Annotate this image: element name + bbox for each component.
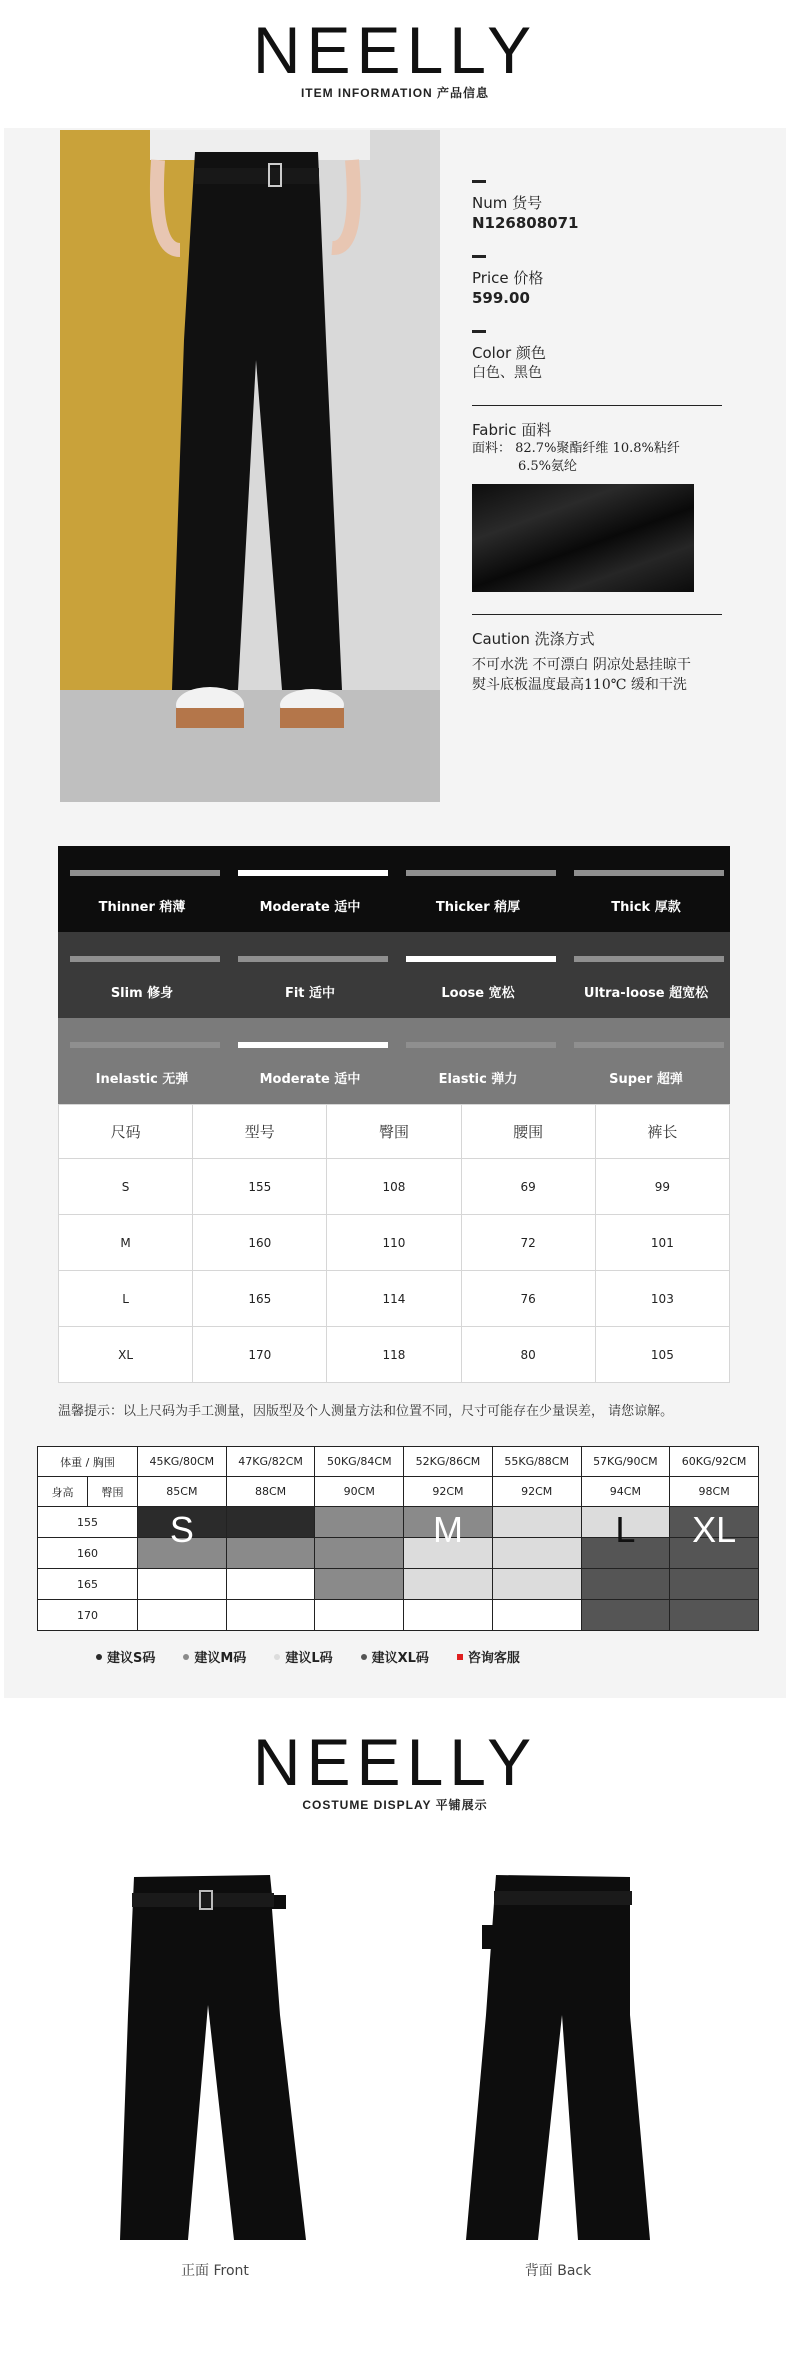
fabric-block <box>472 420 722 592</box>
weight-label: 体重 / 胸围 <box>38 1447 138 1477</box>
table-row <box>59 1159 730 1215</box>
band-fit <box>58 932 730 1018</box>
legend-item <box>361 1647 429 1666</box>
hip-cell: 92CM <box>492 1477 581 1507</box>
band-option-label: Moderate 适中 <box>259 1072 361 1087</box>
size-cell: L <box>59 1271 193 1327</box>
num-label: Num 货号 <box>472 194 543 212</box>
size-cell: 105 <box>595 1327 729 1383</box>
height-cell: 160 <box>38 1538 138 1569</box>
legend-label: 建议S码 <box>107 1651 156 1666</box>
band-elasticity <box>58 1018 730 1104</box>
fit-cell-xl <box>670 1507 759 1550</box>
band-indicator <box>574 956 724 962</box>
legend-swatch <box>183 1654 189 1660</box>
size-header-cell: 腰围 <box>461 1105 595 1159</box>
band-indicator <box>574 870 724 876</box>
band-indicator <box>70 956 220 962</box>
color-label: Color 颜色 <box>472 344 546 362</box>
size-header-cell: 尺码 <box>59 1105 193 1159</box>
band-option-label: Loose 宽松 <box>441 986 515 1001</box>
num-value: N126808071 <box>472 214 579 232</box>
price-label: Price 价格 <box>472 269 544 287</box>
divider-dash <box>472 255 486 258</box>
color-value: 白色、黑色 <box>472 365 542 381</box>
section-subtitle: ITEM INFORMATION 产品信息 <box>300 86 490 100</box>
care-instructions: 不可水洗 不可漂白 阴凉处悬挂晾干 <box>472 657 691 673</box>
fit-cell-l <box>492 1507 581 1538</box>
band-indicator <box>406 870 556 876</box>
display-header <box>0 1725 790 1813</box>
table-row <box>59 1215 730 1271</box>
legend-item <box>457 1647 520 1666</box>
size-cell: 99 <box>595 1159 729 1215</box>
fabric-composition-2: 6.5%氨纶 <box>518 459 578 474</box>
size-cell: 110 <box>327 1215 461 1271</box>
band-option-label: Thicker 稍厚 <box>435 900 521 915</box>
fit-cell-empty <box>315 1600 404 1631</box>
divider-dash <box>472 180 486 183</box>
care-instructions-2: 熨斗底板温度最高110℃ 缓和干洗 <box>472 677 687 693</box>
band-option-label: Thick 厚款 <box>611 900 681 915</box>
size-cell: 80 <box>461 1327 595 1383</box>
band-indicator <box>574 1042 724 1048</box>
size-cell: 114 <box>327 1271 461 1327</box>
band-indicator <box>70 870 220 876</box>
band-option-label: Moderate 适中 <box>259 900 361 915</box>
weight-cell: 55KG/88CM <box>492 1447 581 1477</box>
size-header-cell: 型号 <box>193 1105 327 1159</box>
fit-cell-m <box>315 1538 404 1569</box>
legend-swatch <box>274 1654 280 1660</box>
fit-cell-empty <box>226 1569 315 1600</box>
brand-logo: NEELLY <box>252 1725 538 1799</box>
size-cell: XL <box>59 1327 193 1383</box>
fit-cell-l <box>492 1569 581 1600</box>
size-marker-s: S <box>169 1509 194 1550</box>
divider-dash <box>472 330 486 333</box>
table-row <box>59 1271 730 1327</box>
fit-cell-s <box>138 1507 227 1550</box>
size-cell: 165 <box>193 1271 327 1327</box>
hip-cell: 94CM <box>581 1477 670 1507</box>
size-cell: M <box>59 1215 193 1271</box>
fabric-label: Fabric 面料 <box>472 421 552 439</box>
size-cell: 69 <box>461 1159 595 1215</box>
size-marker-xl: XL <box>692 1509 737 1550</box>
divider-line <box>472 614 722 615</box>
num-block <box>472 180 722 233</box>
band-indicator <box>406 956 556 962</box>
fit-cell-empty <box>138 1569 227 1600</box>
band-option-label: Elastic 弹力 <box>438 1072 518 1087</box>
fit-cell-empty <box>226 1600 315 1631</box>
hip-cell: 92CM <box>404 1477 493 1507</box>
band-option-label: Ultra-loose 超宽松 <box>583 986 709 1001</box>
price-value: 599.00 <box>472 289 530 307</box>
front-caption: 正面 Front <box>181 2263 249 2279</box>
legend-item <box>183 1647 246 1666</box>
height-cell: 170 <box>38 1600 138 1631</box>
legend-label: 建议M码 <box>194 1651 247 1666</box>
band-indicator <box>238 956 388 962</box>
product-details <box>472 180 722 717</box>
band-option-label: Fit 适中 <box>284 986 336 1001</box>
fit-cell-m <box>315 1569 404 1600</box>
size-cell: 101 <box>595 1215 729 1271</box>
weight-cell: 57KG/90CM <box>581 1447 670 1477</box>
band-thickness <box>58 846 730 932</box>
measurement-tip: 温馨提示：以上尺码为手工测量，因版型及个人测量方法和位置不同，尺寸可能存在少量误差， 请您谅解。 <box>58 1404 674 1419</box>
attribute-bands <box>58 846 730 1104</box>
pants-back-image <box>452 1865 662 2249</box>
band-option-label: Slim 修身 <box>110 986 174 1001</box>
fit-cell-xl <box>670 1569 759 1600</box>
fit-cell-empty <box>492 1600 581 1631</box>
size-cell: 155 <box>193 1159 327 1215</box>
hip-cell: 90CM <box>315 1477 404 1507</box>
fit-cell-xl <box>581 1569 670 1600</box>
legend-swatch <box>457 1654 463 1660</box>
legend-label: 建议XL码 <box>371 1651 429 1666</box>
height-cell: 165 <box>38 1569 138 1600</box>
height-cell: 155 <box>38 1507 138 1538</box>
fit-cell-xl <box>581 1600 670 1631</box>
weight-cell: 52KG/86CM <box>404 1447 493 1477</box>
back-caption: 背面 Back <box>524 2263 592 2279</box>
care-label: Caution 洗涤方式 <box>472 630 595 648</box>
hip-cell: 98CM <box>670 1477 759 1507</box>
hip-label: 臀围 <box>88 1477 138 1507</box>
size-cell: S <box>59 1159 193 1215</box>
model-photo <box>60 130 440 802</box>
size-table <box>58 1104 730 1383</box>
fit-legend <box>96 1647 548 1666</box>
fit-chart <box>37 1446 759 1631</box>
divider-line <box>472 405 722 406</box>
section-subtitle: COSTUME DISPLAY 平铺展示 <box>302 1798 488 1812</box>
brand-logo: NEELLY <box>252 13 538 87</box>
band-indicator <box>238 870 388 876</box>
brand-header <box>0 13 790 101</box>
size-header-row <box>59 1105 730 1159</box>
band-option-label: Super 超弹 <box>609 1072 683 1087</box>
care-block <box>472 629 722 695</box>
fit-cell-l <box>404 1569 493 1600</box>
fit-cell-m <box>226 1538 315 1569</box>
weight-cell: 60KG/92CM <box>670 1447 759 1477</box>
band-option-label: Inelastic 无弹 <box>95 1072 189 1087</box>
size-cell: 103 <box>595 1271 729 1327</box>
band-indicator <box>406 1042 556 1048</box>
fabric-swatch-image <box>472 484 694 592</box>
fit-cell-xl <box>670 1600 759 1631</box>
table-row <box>59 1327 730 1383</box>
legend-label: 建议L码 <box>285 1651 333 1666</box>
hip-cell: 88CM <box>226 1477 315 1507</box>
fit-cell-l <box>581 1507 670 1550</box>
size-cell: 118 <box>327 1327 461 1383</box>
weight-cell: 47KG/82CM <box>226 1447 315 1477</box>
size-marker-m: M <box>432 1509 463 1550</box>
pants-front-image <box>110 1865 320 2249</box>
fit-cell-m <box>404 1507 493 1550</box>
hip-cell: 85CM <box>138 1477 227 1507</box>
size-cell: 108 <box>327 1159 461 1215</box>
legend-swatch <box>361 1654 367 1660</box>
fit-cell-empty <box>404 1600 493 1631</box>
fit-cell-l <box>492 1538 581 1569</box>
size-marker-l: L <box>615 1509 636 1550</box>
band-indicator <box>238 1042 388 1048</box>
size-cell: 170 <box>193 1327 327 1383</box>
weight-cell: 45KG/80CM <box>138 1447 227 1477</box>
size-cell: 76 <box>461 1271 595 1327</box>
band-option-label: Thinner 稍薄 <box>98 900 186 915</box>
fit-cell-empty <box>138 1600 227 1631</box>
size-cell: 160 <box>193 1215 327 1271</box>
size-header-cell: 臀围 <box>327 1105 461 1159</box>
color-block <box>472 330 722 383</box>
weight-cell: 50KG/84CM <box>315 1447 404 1477</box>
legend-item <box>96 1647 155 1666</box>
fabric-composition: 面料： 82.7%聚酯纤维 10.8%粘纤 <box>472 441 680 456</box>
fit-cell-s <box>226 1507 315 1538</box>
size-header-cell: 裤长 <box>595 1105 729 1159</box>
fit-cell-m <box>315 1507 404 1538</box>
price-block <box>472 255 722 308</box>
legend-swatch <box>96 1654 102 1660</box>
legend-label: 咨询客服 <box>467 1651 520 1666</box>
height-label: 身高 <box>38 1477 88 1507</box>
size-cell: 72 <box>461 1215 595 1271</box>
legend-item <box>274 1647 332 1666</box>
band-indicator <box>70 1042 220 1048</box>
